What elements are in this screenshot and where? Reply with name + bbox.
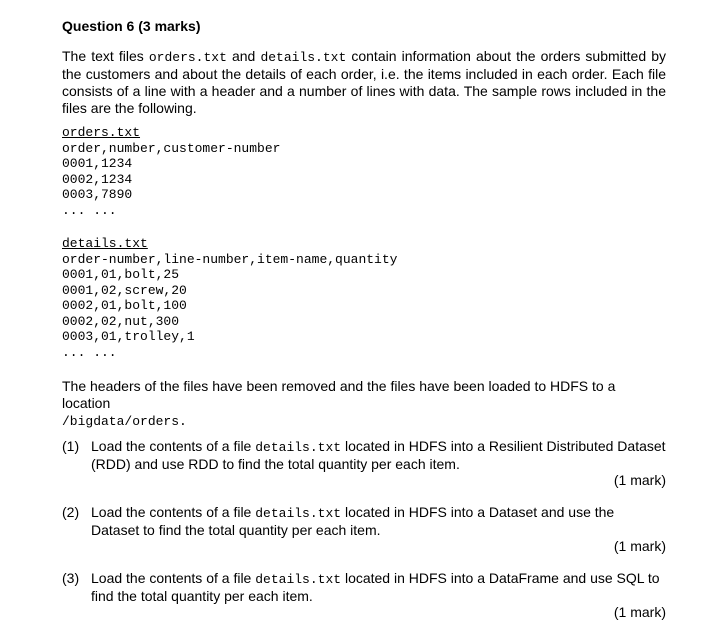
task-text-pre: Load the contents of a file [91,570,256,586]
hdfs-path: /bigdata/orders. [62,414,187,429]
intro-file-details: details.txt [260,50,347,65]
orders-filename: orders.txt [62,125,141,140]
task-text-pre: Load the contents of a file [91,504,256,520]
intro-text-2: and [226,48,261,64]
details-line: order-number,line-number,item-name,quantity [62,251,398,267]
task-text-post: located in HDFS into a Resilient Distributed Dataset (RDD) and use RDD to find the total quantity per each item. [91,438,666,472]
task-file: details.txt [255,572,342,587]
task-text-pre: Load the contents of a file [91,438,256,454]
task-number: (2) [62,504,80,520]
task-item [62,504,666,562]
task-file: details.txt [255,440,342,455]
details-line: 0003,01,trolley,1 [62,329,195,344]
task-text [91,570,666,605]
details-ellipsis: ... ... [62,344,117,360]
details-line: 0002,02,nut,300 [62,313,180,329]
orders-line: order,number,customer-number [62,140,281,156]
intro-file-orders: orders.txt [148,50,227,65]
details-filename: details.txt [62,236,148,251]
orders-line: 0001,1234 [62,156,133,171]
task-file: details.txt [255,506,342,521]
task-item [62,570,666,628]
task-mark: (1 mark) [613,538,666,554]
orders-line: 0003,7890 [62,187,133,202]
intro-paragraph [62,48,666,117]
details-line: 0001,01,bolt,25 [62,267,180,282]
task-mark: (1 mark) [613,472,666,488]
intro-text-1: The text files [62,48,149,64]
task-item [62,438,666,496]
task-number: (1) [62,438,80,454]
orders-line: 0002,1234 [62,171,133,187]
task-number: (3) [62,570,80,586]
task-text [91,438,666,473]
task-text [91,504,666,539]
question-title: Question 6 (3 marks) [62,18,201,34]
task-text-post: located in HDFS into a DataFrame and use SQL to find the total quantity per each item. [91,570,660,604]
headers-note-text: The headers of the files have been removed and the files have been loaded to HDFS to a location [62,378,616,411]
details-line: 0002,01,bolt,100 [62,298,187,313]
intro-text-3: contain information about the orders submitted by the customers and about the details of each order, i.e. the items included in each order. Each file consists of a line with a header and a number of lines with data. The sample rows included in the files are the following. [62,48,666,116]
task-text-post: located in HDFS into a Dataset and use the Dataset to find the total quantity per each item. [91,504,615,538]
task-mark: (1 mark) [613,604,666,620]
details-line: 0001,02,screw,20 [62,282,187,298]
details-sample-block [62,236,397,360]
headers-note [62,378,666,430]
orders-sample-block [62,125,280,218]
orders-ellipsis: ... ... [62,202,117,218]
